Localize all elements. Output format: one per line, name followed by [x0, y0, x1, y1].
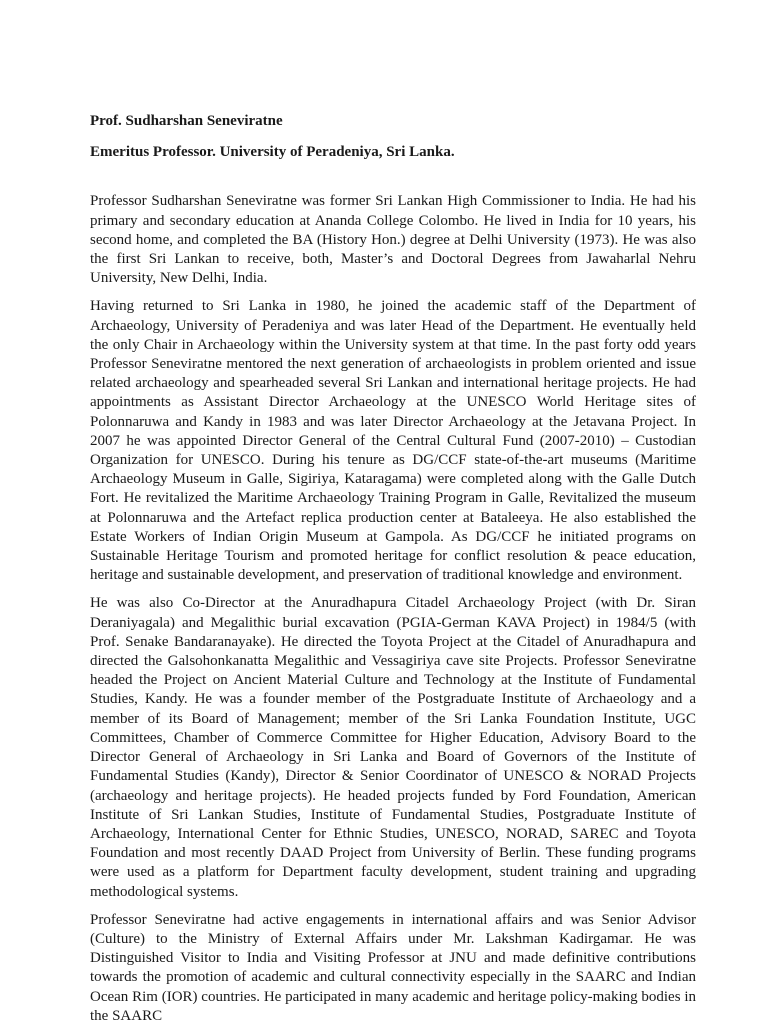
author-title: Emeritus Professor. University of Peradeniya, Sri Lanka.	[90, 144, 455, 161]
document-page	[90, 112, 696, 1035]
paragraph-projects: He was also Co-Director at the Anuradhapura Citadel Archaeology Project (with Dr. Siran Deraniyagala) and Megalithic burial excavation (PGIA-German KAVA Project) in 1984/5 (with Prof. Senake Bandaranayake). He directed the Toyota Project at the Citadel of Anuradhapura and directed the Galsohonkanatta Megalithic and Vessagiriya cave site Projects. Professor Seneviratne headed the Project on Ancient Material Culture and Technology at the Institute of Fundamental Studies, Kandy. He was a founder member of the Postgraduate Institute of Archaeology and a member of its Board of Management; member of the Sri Lanka Foundation Institute, UGC Committees, Chamber of Commerce Committee for Higher Education, Advisory Board to the Director General of Archaeology in Sri Lanka and Board of Governors of the Institute of Fundamental Studies (Kandy), Director & Senior Coordinator of UNESCO & NORAD Projects (archaeology and heritage projects). He headed projects funded by Ford Foundation, American Institute of Sri Lankan Studies, Institute of Fundamental Studies, Postgraduate Institute of Archaeology, International Center for Ethnic Studies, UNESCO, NORAD, SAREC and Toyota Foundation and most recently DAAD Project from University of Berlin. These funding programs were used as a platform for Department faculty development, student training and upgrading methodological systems.	[90, 595, 696, 900]
paragraph-career: Having returned to Sri Lanka in 1980, he joined the academic staff of the Department of Archaeology, University of Peradeniya and was later Head of the Department. He eventually held the only Chair in Archaeology within the University system at that time. In the past forty odd years Professor Seneviratne mentored the next generation of archaeologists in problem oriented and issue related archaeology and spearheaded several Sri Lankan and international heritage projects. He had appointments as Assistant Director Archaeology at the UNESCO World Heritage sites of Polonnaruwa and Kandy in 1983 and was later Director Archaeology at the Jetavana Project. In 2007 he was appointed Director General of the Central Cultural Fund (2007-2010) – Custodian Organization for UNESCO. During his tenure as DG/CCF state-of-the-art museums (Maritime Archaeology Museum in Galle, Sigiriya, Kataragama) were completed along with the Galle Dutch Fort. He revitalized the Maritime Archaeology Training Program in Galle, Revitalized the museum at Polonnaruwa and the Artefact replica production center at Bataleeya. He also established the Estate Workers of Indian Origin Museum at Gampola. As DG/CCF he initiated programs on Sustainable Heritage Tourism and promoted heritage for conflict resolution & peace education, heritage and sustainable development, and preservation of traditional knowledge and environment.	[90, 298, 696, 584]
paragraph-international: Professor Seneviratne had active engagements in international affairs and was Senior Advisor (Culture) to the Ministry of External Affairs under Mr. Lakshman Kadirgamar. He was Distinguished Visitor to India and Visiting Professor at JNU and made definitive contributions towards the promotion of academic and cultural connectivity especially in the SAARC and Indian Ocean Rim (IOR) countries. He participated in many academic and heritage policy-making bodies in the SAARC	[90, 911, 696, 1024]
spacer	[90, 162, 696, 192]
author-name: Prof. Sudharshan Seneviratne	[90, 113, 283, 129]
paragraph-intro: Professor Sudharshan Seneviratne was former Sri Lankan High Commissioner to India. He had his primary and secondary education at Ananda College Colombo. He lived in India for 10 years, his second home, and completed the BA (History Hon.) degree at Delhi University (1973). He was also the first Sri Lankan to receive, both, Master’s and Doctoral Degrees from Jawaharlal Nehru University, New Delhi, India.	[90, 193, 696, 287]
